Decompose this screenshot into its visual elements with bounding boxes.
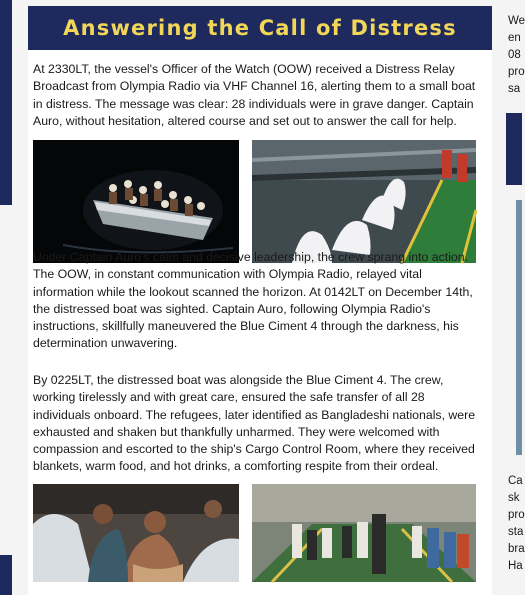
right-col-photo	[516, 200, 522, 455]
right-col-line: en	[508, 32, 521, 44]
right-col-line: 08	[508, 49, 521, 61]
right-col-line: Ha	[508, 560, 523, 572]
left-accent-bar	[0, 0, 12, 205]
right-col-header-bar	[506, 113, 522, 185]
left-accent-bar-bottom	[0, 555, 12, 595]
paragraph-2: Under Captain Auro's calm and decisive leadership, the crew sprang into action. The OOW, in constant communication with Olympia Radio, relayed vital information while the lookout scanned the horizon. At 0142LT on December 14th, the distressed boat was sighted. Captain Auro, following Olympia Radio's instructions, skillfully maneuvered the Blue Ciment 4 through the darkness, his determination unwavering.	[33, 250, 473, 351]
paragraph-3: By 0225LT, the distressed boat was alongside the Blue Ciment 4. The crew, working tirelessly and with great care, ensured the safe transfer of all 28 individuals onboard. The refugees, later identified as Bangladeshi nationals, were exhausted and shaken but thankfully unharmed. They were welcomed with compassion and escorted to the ship's Cargo Control Room, where they received blankets, warm food, and hot drinks, a comforting respite from their ordeal.	[33, 373, 476, 474]
right-col-line: sk	[508, 492, 520, 504]
article-title: Answering the Call of Distress	[28, 6, 492, 50]
photo-rescued-on-deck	[252, 140, 476, 263]
photo-crowd-on-deck	[252, 484, 476, 582]
photo-refugees-blankets	[33, 484, 239, 582]
right-col-line: Ca	[508, 475, 523, 487]
paragraph-1: At 2330LT, the vessel's Officer of the Watch (OOW) received a Distress Relay Broadcast from Olympia Radio via VHF Channel 16, alerting them to a small boat in distress. The message was clear: 28 individuals were in grave danger. Captain Auro, without hesitation, altered course and set out to answer the call for help.	[33, 62, 476, 128]
adjacent-column	[502, 0, 525, 595]
right-col-line: We	[508, 15, 525, 27]
right-col-line: bra	[508, 543, 525, 555]
photo-boat-at-night	[33, 140, 239, 263]
right-col-line: sa	[508, 83, 521, 95]
right-col-line: pro	[508, 66, 525, 78]
article-page	[28, 6, 492, 595]
right-col-line: pro	[508, 509, 525, 521]
right-col-line: sta	[508, 526, 524, 538]
